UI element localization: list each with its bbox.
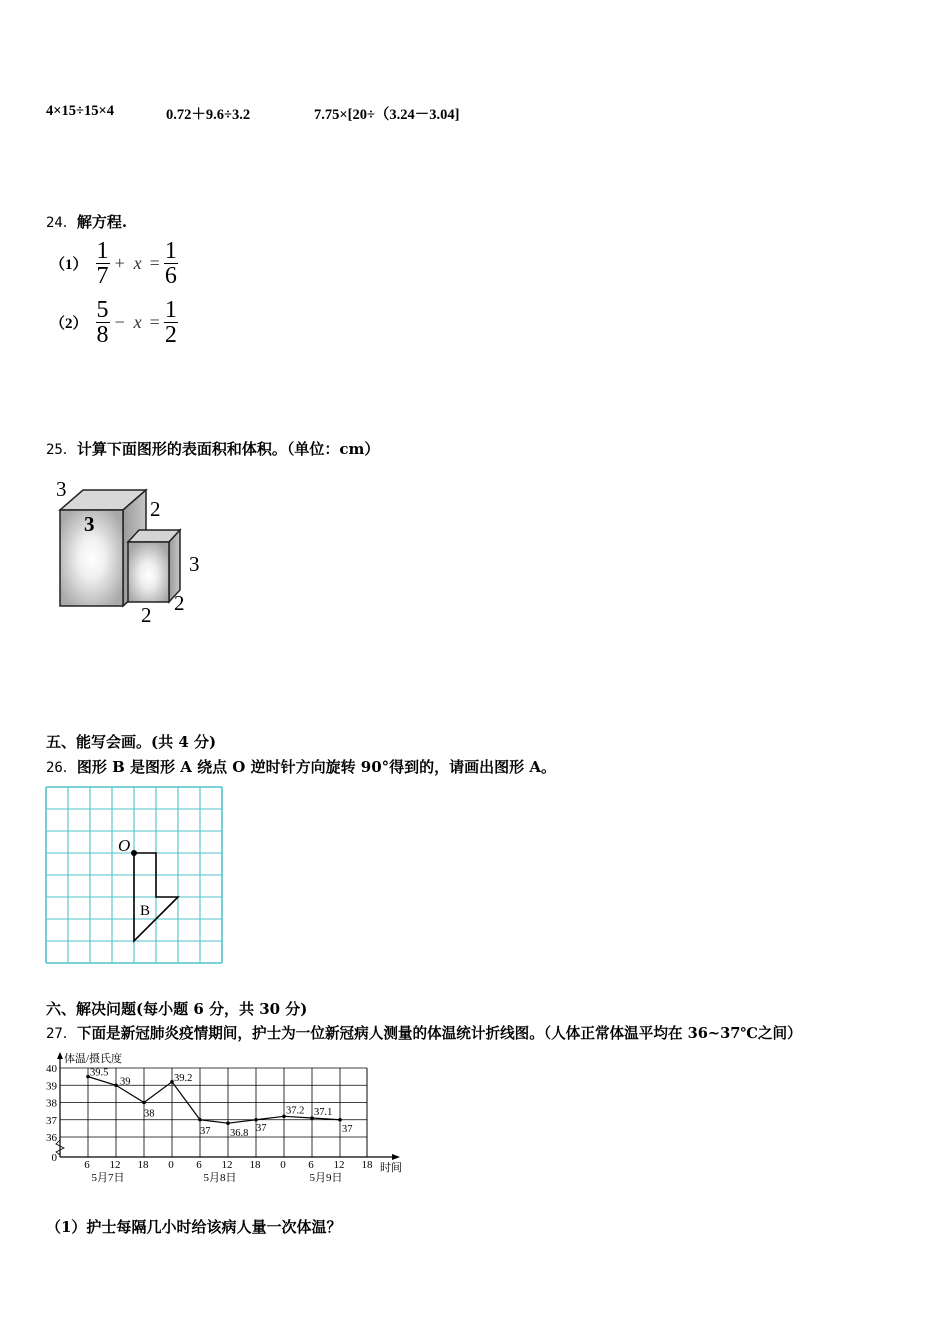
label-b: B (140, 903, 151, 919)
data-point (114, 1083, 118, 1087)
q26-title: 图形 B 是图形 A 绕点 O 逆时针方向旋转 90°得到的，请画出图形 A。 (76, 758, 557, 776)
small-cuboid-front (128, 542, 169, 602)
y-tick-label: 36 (46, 1132, 57, 1144)
x-tick-label: 18 (249, 1159, 261, 1171)
label-small-depth: 2 (174, 591, 185, 615)
eq1-equals: = (149, 253, 160, 273)
y-axis-arrow (57, 1052, 63, 1059)
cuboid-figure (46, 472, 216, 632)
y-tick-label: 0 (51, 1152, 57, 1164)
x-tick-label: 0 (168, 1159, 174, 1171)
calc-expression-3: 7.75×[20÷（3.24－3.04] (314, 107, 460, 123)
eq1-a-denominator: 7 (96, 263, 109, 289)
eq2-equals: = (149, 312, 160, 332)
data-label: 39 (120, 1076, 131, 1088)
q27-title: 下面是新冠肺炎疫情期间，护士为一位新冠病人测量的体温统计折线图。（人体正常体温平均在 36~37℃之间） (76, 1025, 802, 1042)
label-small-height: 3 (189, 552, 200, 576)
label-big-top: 3 (56, 477, 67, 501)
label-o: O (118, 836, 131, 855)
q25-title: 计算下面图形的表面积和体积。（单位：cm） (76, 440, 380, 458)
data-label: 37.2 (286, 1105, 305, 1117)
chart-ylabel: 体温/摄氏度 (64, 1053, 123, 1065)
y-tick-label: 39 (46, 1080, 57, 1093)
q27-heading (46, 1022, 802, 1043)
q26-heading (46, 756, 556, 777)
x-date-label: 5月8日 (203, 1172, 237, 1184)
chart-xlabel: 时间 (380, 1162, 402, 1174)
q24-equation-1 (50, 240, 178, 287)
data-label: 39.5 (90, 1067, 109, 1079)
q27-number: 27． (46, 1026, 77, 1042)
eq1-b-numerator: 1 (164, 238, 177, 264)
x-tick-label: 6 (196, 1159, 202, 1171)
q25-heading (46, 438, 379, 459)
data-label: 38 (144, 1108, 155, 1120)
data-point (142, 1101, 146, 1105)
eq2-a-denominator: 8 (96, 322, 109, 348)
data-label: 39.2 (174, 1072, 193, 1084)
eq2-label: （2） (50, 316, 88, 332)
eq2-operator: − (113, 312, 126, 332)
x-tick-label: 0 (280, 1159, 286, 1171)
label-big-depth: 2 (150, 497, 161, 521)
eq2-a-numerator: 5 (96, 297, 109, 323)
label-small-width: 2 (141, 603, 152, 627)
data-label: 36.8 (230, 1128, 249, 1140)
data-point (338, 1118, 342, 1122)
y-tick-label: 40 (46, 1063, 57, 1075)
eq1-fraction-a (96, 240, 110, 287)
x-tick-label: 18 (137, 1159, 149, 1171)
data-label: 37.1 (314, 1107, 333, 1119)
x-tick-label: 12 (109, 1159, 121, 1171)
eq1-a-numerator: 1 (96, 238, 109, 264)
q24-heading (46, 211, 127, 232)
eq1-variable: x (133, 253, 142, 273)
y-tick-label: 37 (46, 1114, 57, 1127)
data-point (226, 1121, 230, 1125)
rotation-grid (44, 786, 226, 966)
q24-number: 24． (46, 215, 77, 231)
q25-number: 25． (46, 442, 77, 458)
calc-expression-1: 4×15÷15×4 (46, 103, 114, 119)
data-point (198, 1118, 202, 1122)
eq1-operator: + (113, 253, 126, 273)
q24-equation-2 (50, 299, 178, 346)
eq1-fraction-b (164, 240, 178, 287)
section-5-title: 五、能写会画。(共 4 分) (46, 733, 217, 751)
y-tick-label: 38 (46, 1097, 57, 1110)
x-tick-label: 12 (333, 1159, 345, 1171)
eq1-b-denominator: 6 (164, 263, 177, 289)
x-tick-label: 12 (221, 1159, 233, 1171)
data-label: 37 (342, 1123, 353, 1135)
q26-number: 26． (46, 760, 77, 776)
eq2-b-denominator: 2 (164, 322, 177, 348)
eq2-variable: x (133, 312, 142, 332)
data-label: 37 (256, 1122, 267, 1134)
temperature-line-chart (40, 1050, 410, 1186)
point-o (131, 850, 137, 856)
eq2-fraction-a (96, 299, 110, 346)
eq2-fraction-b (164, 299, 178, 346)
x-axis-arrow (392, 1154, 400, 1160)
x-tick-label: 18 (361, 1159, 373, 1171)
x-date-label: 5月9日 (309, 1172, 343, 1184)
x-tick-label: 6 (308, 1159, 314, 1171)
q24-title: 解方程. (76, 213, 128, 231)
data-label: 37 (200, 1125, 211, 1137)
label-big-front: 3 (84, 512, 95, 536)
x-date-label: 5月7日 (91, 1172, 125, 1184)
eq2-b-numerator: 1 (164, 297, 177, 323)
eq1-label: （1） (50, 257, 88, 273)
x-tick-label: 6 (84, 1159, 90, 1171)
data-point (254, 1118, 258, 1122)
q27-subquestion-1: （1）护士每隔几小时给该病人量一次体温？ (46, 1218, 342, 1236)
section-6-title: 六、解决问题(每小题 6 分，共 30 分) (46, 1000, 308, 1018)
calc-expression-2: 0.72＋9.6÷3.2 (166, 107, 251, 123)
